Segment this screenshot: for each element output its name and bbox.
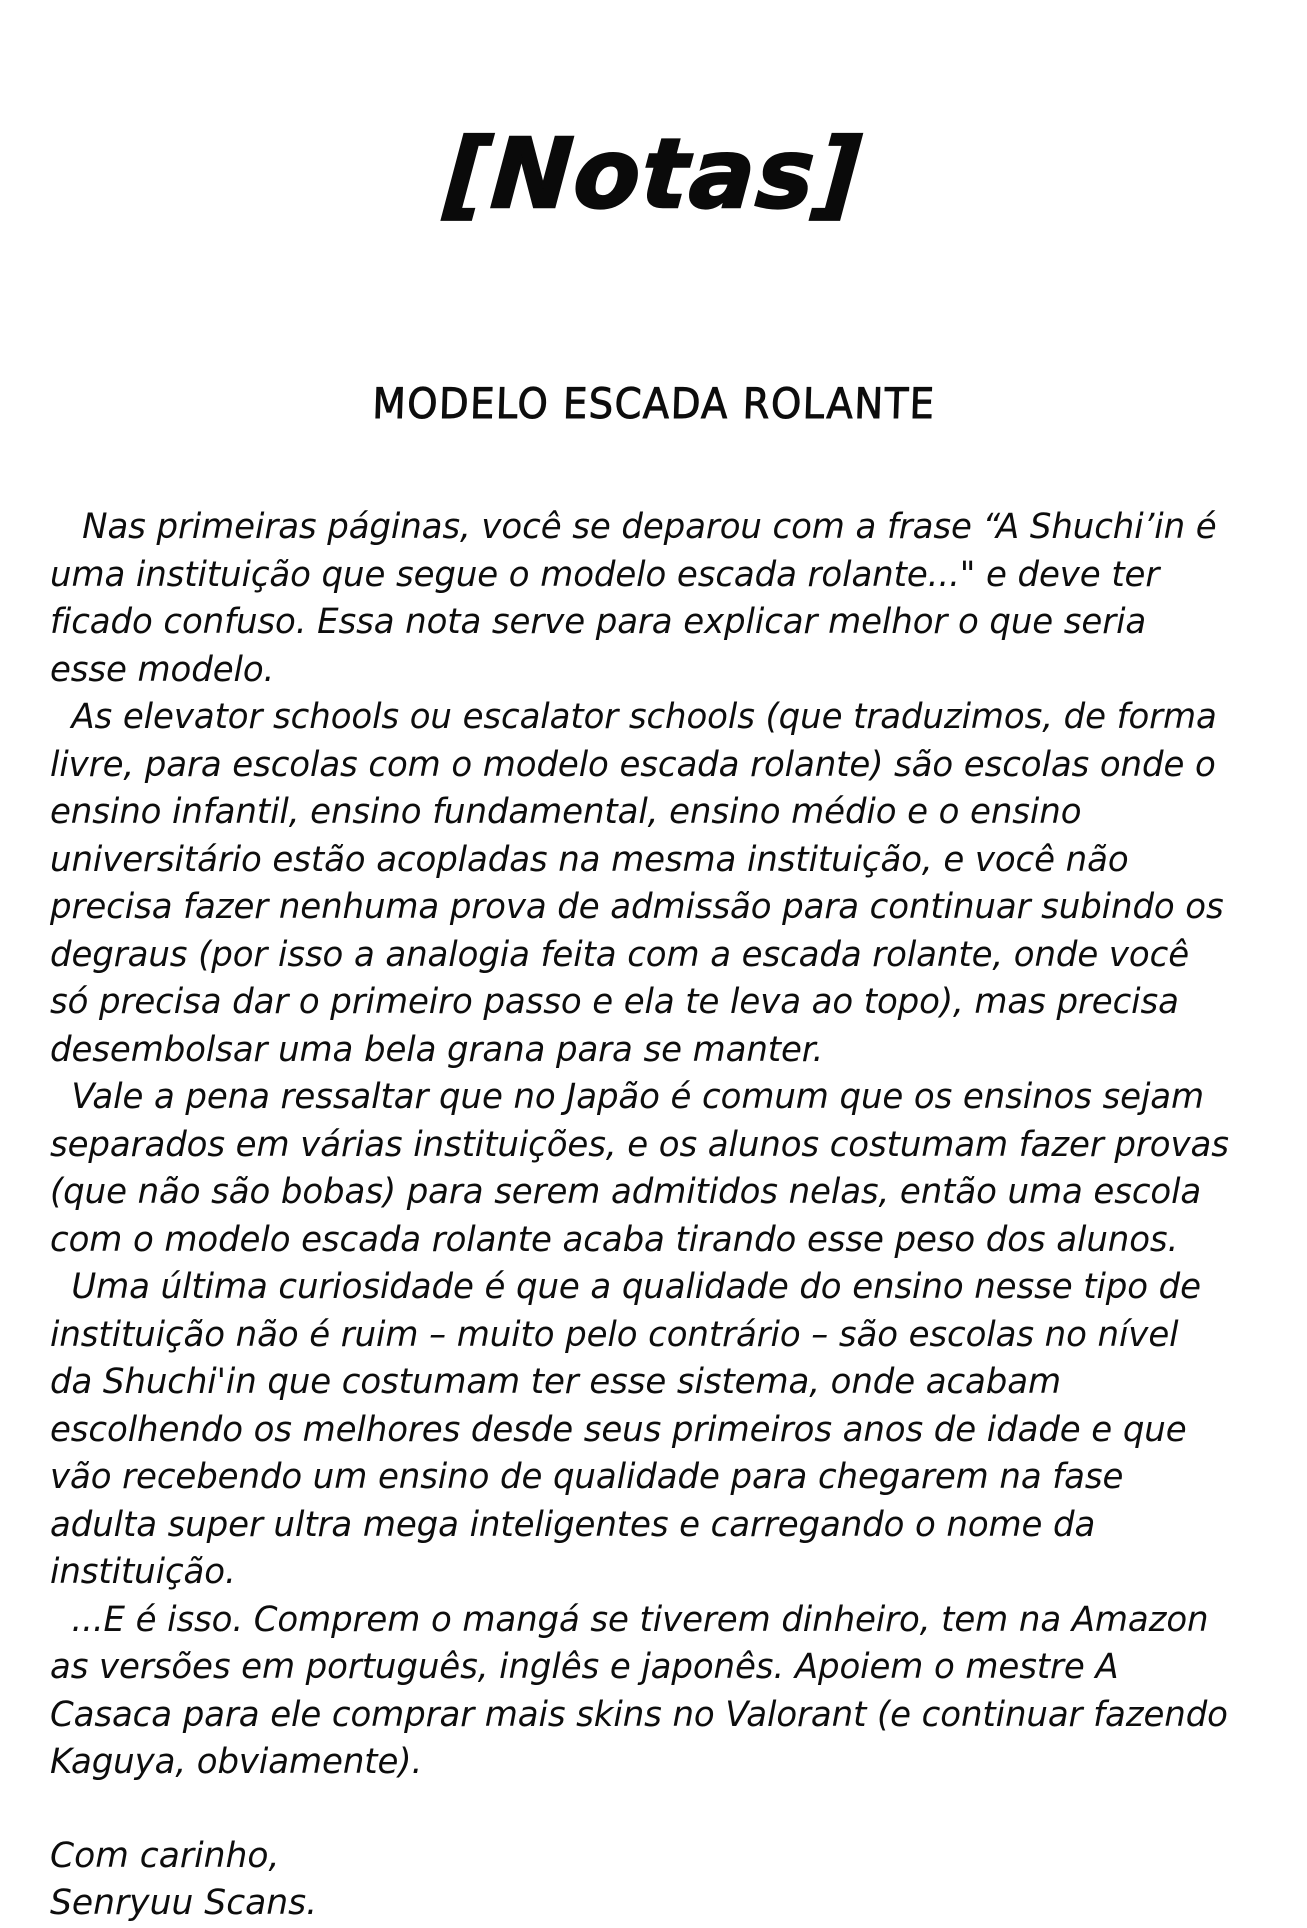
paragraph: As elevator schools ou escalator schools (que traduzimos, de forma livre, para escolas com o modelo escada rolante) são escolas onde o ensino infantil, ensino fundamental, ensino médio e o ensino universitário estão acopladas na mesma instituição, e você não precisa fazer nenhuma prova de admissão para continuar subindo os degraus (por isso a analogia feita com a escada rolante, onde você só precisa dar o primeiro passo e ela te leva ao topo), mas precisa desembolsar uma bela grana para se manter. <box>50 697 1235 1070</box>
body-text <box>0 504 1307 1787</box>
section-heading-container <box>0 349 1307 461</box>
page-title-container <box>0 0 1307 287</box>
page-title: [Notas] <box>441 118 866 231</box>
section-heading: MODELO ESCADA ROLANTE <box>371 379 936 429</box>
signature-closing: Com carinho, <box>50 1835 280 1876</box>
paragraph: Uma última curiosidade é que a qualidade do ensino nesse tipo de instituição não é ruim – muito pelo contrário – são escolas no nível da Shuchi'in que costumam ter esse sistema, onde acabam escolhendo os melhores desde seus primeiros anos de idade e que vão recebendo um ensino de qualidade para chegarem na fase adulta super ultra mega inteligentes e carregando o nome da instituição. <box>50 1267 1212 1593</box>
paragraph: Nas primeiras páginas, você se deparou com a frase “A Shuchi’in é uma instituição que segue o modelo escada rolante..." e deve ter ficado confuso. Essa nota serve para explicar melhor o que seria esse modelo. <box>50 507 1228 690</box>
signature-block <box>0 1833 1307 1928</box>
paragraph: Vale a pena ressaltar que no Japão é comum que os ensinos sejam separados em várias instituições, e os alunos costumam fazer provas (que não são bobas) para serem admitidos nelas, então uma escola com o modelo escada rolante acaba tirando esse peso dos alunos. <box>50 1077 1240 1260</box>
paragraph: ...E é isso. Comprem o mangá se tiverem dinheiro, tem na Amazon as versões em português, inglês e japonês. Apoiem o mestre A Casaca para ele comprar mais skins no Valorant (e continuar fazendo Kaguya, obviamente). <box>50 1599 1239 1783</box>
signature-group-name: Senryuu Scans. <box>50 1883 318 1924</box>
